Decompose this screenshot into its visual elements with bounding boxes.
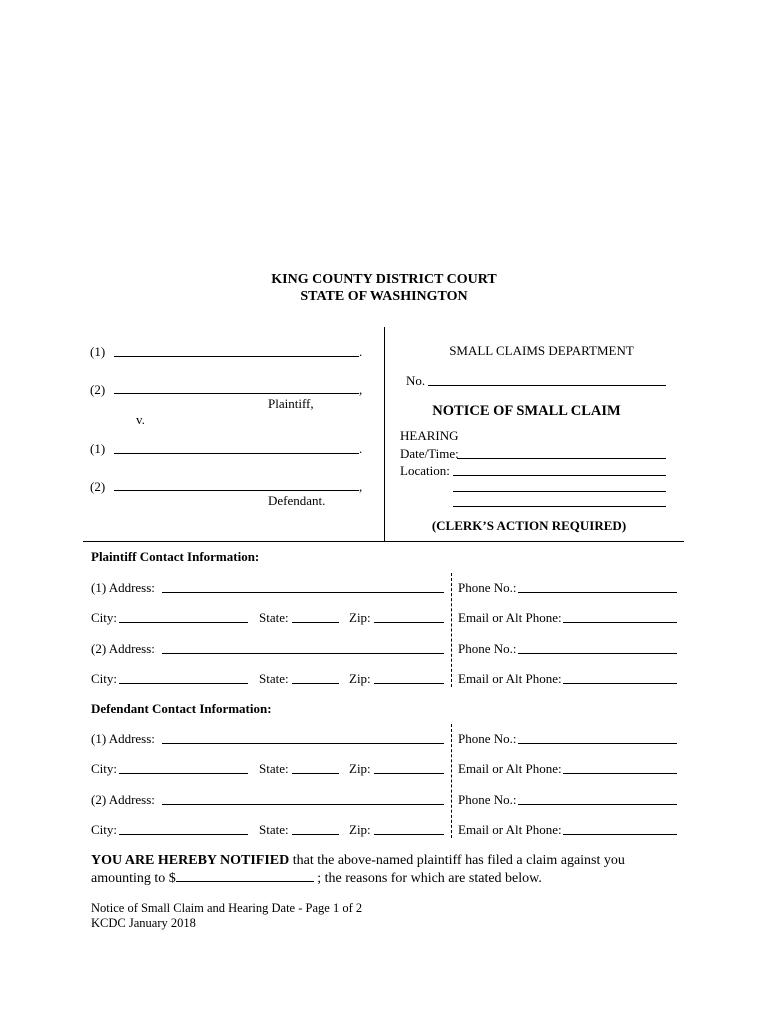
notice-line-1	[91, 852, 625, 869]
plaintiff1-address-label: (1) Address:	[91, 580, 155, 595]
defendant1-state-field[interactable]	[292, 773, 339, 774]
defendant2-address-field[interactable]	[162, 804, 444, 805]
hearing-datetime-field[interactable]	[457, 458, 666, 459]
defendant1-punct: .	[359, 441, 363, 456]
hearing-location-field-3[interactable]	[453, 506, 666, 507]
defendant2-state-field[interactable]	[292, 834, 339, 835]
defendant1-email-field[interactable]	[563, 773, 677, 774]
case-no-label: No.	[406, 373, 426, 388]
plaintiff1-phone-label: Phone No.:	[458, 580, 517, 595]
plaintiff2-city-label: City:	[91, 671, 118, 686]
notice-bold-lead: YOU ARE HEREBY NOTIFIED	[91, 853, 290, 868]
plaintiff1-zip-field[interactable]	[374, 622, 444, 623]
plaintiff1-name-field[interactable]	[114, 356, 359, 357]
defendant2-email-label: Email or Alt Phone:	[458, 822, 562, 837]
defendant2-phone-field[interactable]	[518, 804, 677, 805]
datetime-label: Date/Time:	[400, 446, 459, 461]
notice-title: NOTICE OF SMALL CLAIM	[432, 403, 621, 419]
defendant2-zip-field[interactable]	[374, 834, 444, 835]
plaintiff1-zip-label: Zip:	[349, 610, 371, 625]
defendant-contact-heading: Defendant Contact Information:	[91, 701, 272, 716]
notice-line-2	[91, 869, 542, 887]
plaintiff1-city-label: City:	[91, 610, 118, 625]
notice-amount-prefix: amounting to $	[91, 871, 176, 886]
hearing-location-field-1[interactable]	[453, 475, 666, 476]
plaintiff2-zip-field[interactable]	[374, 683, 444, 684]
plaintiff2-email-label: Email or Alt Phone:	[458, 671, 562, 686]
defendant-label: Defendant.	[268, 493, 326, 508]
plaintiff1-city-field[interactable]	[119, 622, 248, 623]
defendant2-address-label: (2) Address:	[91, 792, 155, 807]
plaintiff1-state-label: State:	[259, 610, 289, 625]
defendant1-state-label: State:	[259, 761, 289, 776]
court-state: STATE OF WASHINGTON	[300, 289, 468, 304]
defendant1-zip-field[interactable]	[374, 773, 444, 774]
defendant1-zip-label: Zip:	[349, 761, 371, 776]
defendant1-phone-label: Phone No.:	[458, 731, 517, 746]
defendant2-city-label: City:	[91, 822, 118, 837]
plaintiff1-address-field[interactable]	[162, 592, 444, 593]
hearing-label: HEARING	[400, 428, 459, 443]
plaintiff2-state-field[interactable]	[292, 683, 339, 684]
notice-text-2: ; the reasons for which are stated below.	[313, 871, 542, 886]
defendant1-address-field[interactable]	[162, 743, 444, 744]
caption-bottom-rule	[83, 541, 684, 542]
plaintiff1-number: (1)	[90, 344, 106, 359]
plaintiff1-email-label: Email or Alt Phone:	[458, 610, 562, 625]
plaintiff2-punct: ,	[359, 382, 363, 397]
case-number-field[interactable]	[428, 385, 666, 386]
plaintiff-label: Plaintiff,	[268, 396, 314, 411]
defendant1-address-label: (1) Address:	[91, 731, 155, 746]
defendant1-phone-field[interactable]	[518, 743, 677, 744]
plaintiff2-phone-field[interactable]	[518, 653, 677, 654]
defendant2-zip-label: Zip:	[349, 822, 371, 837]
hearing-location-field-2[interactable]	[453, 491, 666, 492]
plaintiff-contact-heading: Plaintiff Contact Information:	[91, 549, 260, 564]
notice-text-1: that the above-named plaintiff has filed a claim against you	[289, 853, 625, 868]
defendant2-number: (2)	[90, 479, 106, 494]
footer-form-title: Notice of Small Claim and Hearing Date - Page 1 of 2	[91, 901, 363, 915]
plaintiff2-city-field[interactable]	[119, 683, 248, 684]
plaintiff1-state-field[interactable]	[292, 622, 339, 623]
defendant2-city-field[interactable]	[119, 834, 248, 835]
court-name: KING COUNTY DISTRICT COURT	[271, 272, 497, 287]
location-label: Location:	[400, 463, 450, 478]
defendant1-city-field[interactable]	[119, 773, 248, 774]
plaintiff2-email-field[interactable]	[563, 683, 677, 684]
department-label: SMALL CLAIMS DEPARTMENT	[449, 343, 634, 358]
plaintiff2-address-label: (2) Address:	[91, 641, 155, 656]
plaintiff1-punct: .	[359, 344, 363, 359]
caption-divider	[384, 327, 385, 542]
defendant2-state-label: State:	[259, 822, 289, 837]
footer-form-version: KCDC January 2018	[91, 916, 196, 930]
defendant2-phone-label: Phone No.:	[458, 792, 517, 807]
defendant2-punct: ,	[359, 479, 363, 494]
plaintiff2-number: (2)	[90, 382, 106, 397]
clerk-action-note: (CLERK’S ACTION REQUIRED)	[431, 518, 627, 533]
defendant2-name-field[interactable]	[114, 490, 359, 491]
plaintiff2-zip-label: Zip:	[349, 671, 371, 686]
plaintiff1-email-field[interactable]	[563, 622, 677, 623]
versus-label: v.	[136, 412, 145, 427]
plaintiff-column-divider	[451, 573, 452, 687]
defendant1-email-label: Email or Alt Phone:	[458, 761, 562, 776]
plaintiff2-state-label: State:	[259, 671, 289, 686]
plaintiff2-name-field[interactable]	[114, 393, 359, 394]
defendant1-name-field[interactable]	[114, 453, 359, 454]
defendant2-email-field[interactable]	[563, 834, 677, 835]
defendant1-city-label: City:	[91, 761, 118, 776]
plaintiff2-address-field[interactable]	[162, 653, 444, 654]
defendant1-number: (1)	[90, 441, 106, 456]
plaintiff2-phone-label: Phone No.:	[458, 641, 517, 656]
plaintiff1-phone-field[interactable]	[518, 592, 677, 593]
defendant-column-divider	[451, 724, 452, 838]
claim-amount-field[interactable]	[176, 869, 314, 882]
